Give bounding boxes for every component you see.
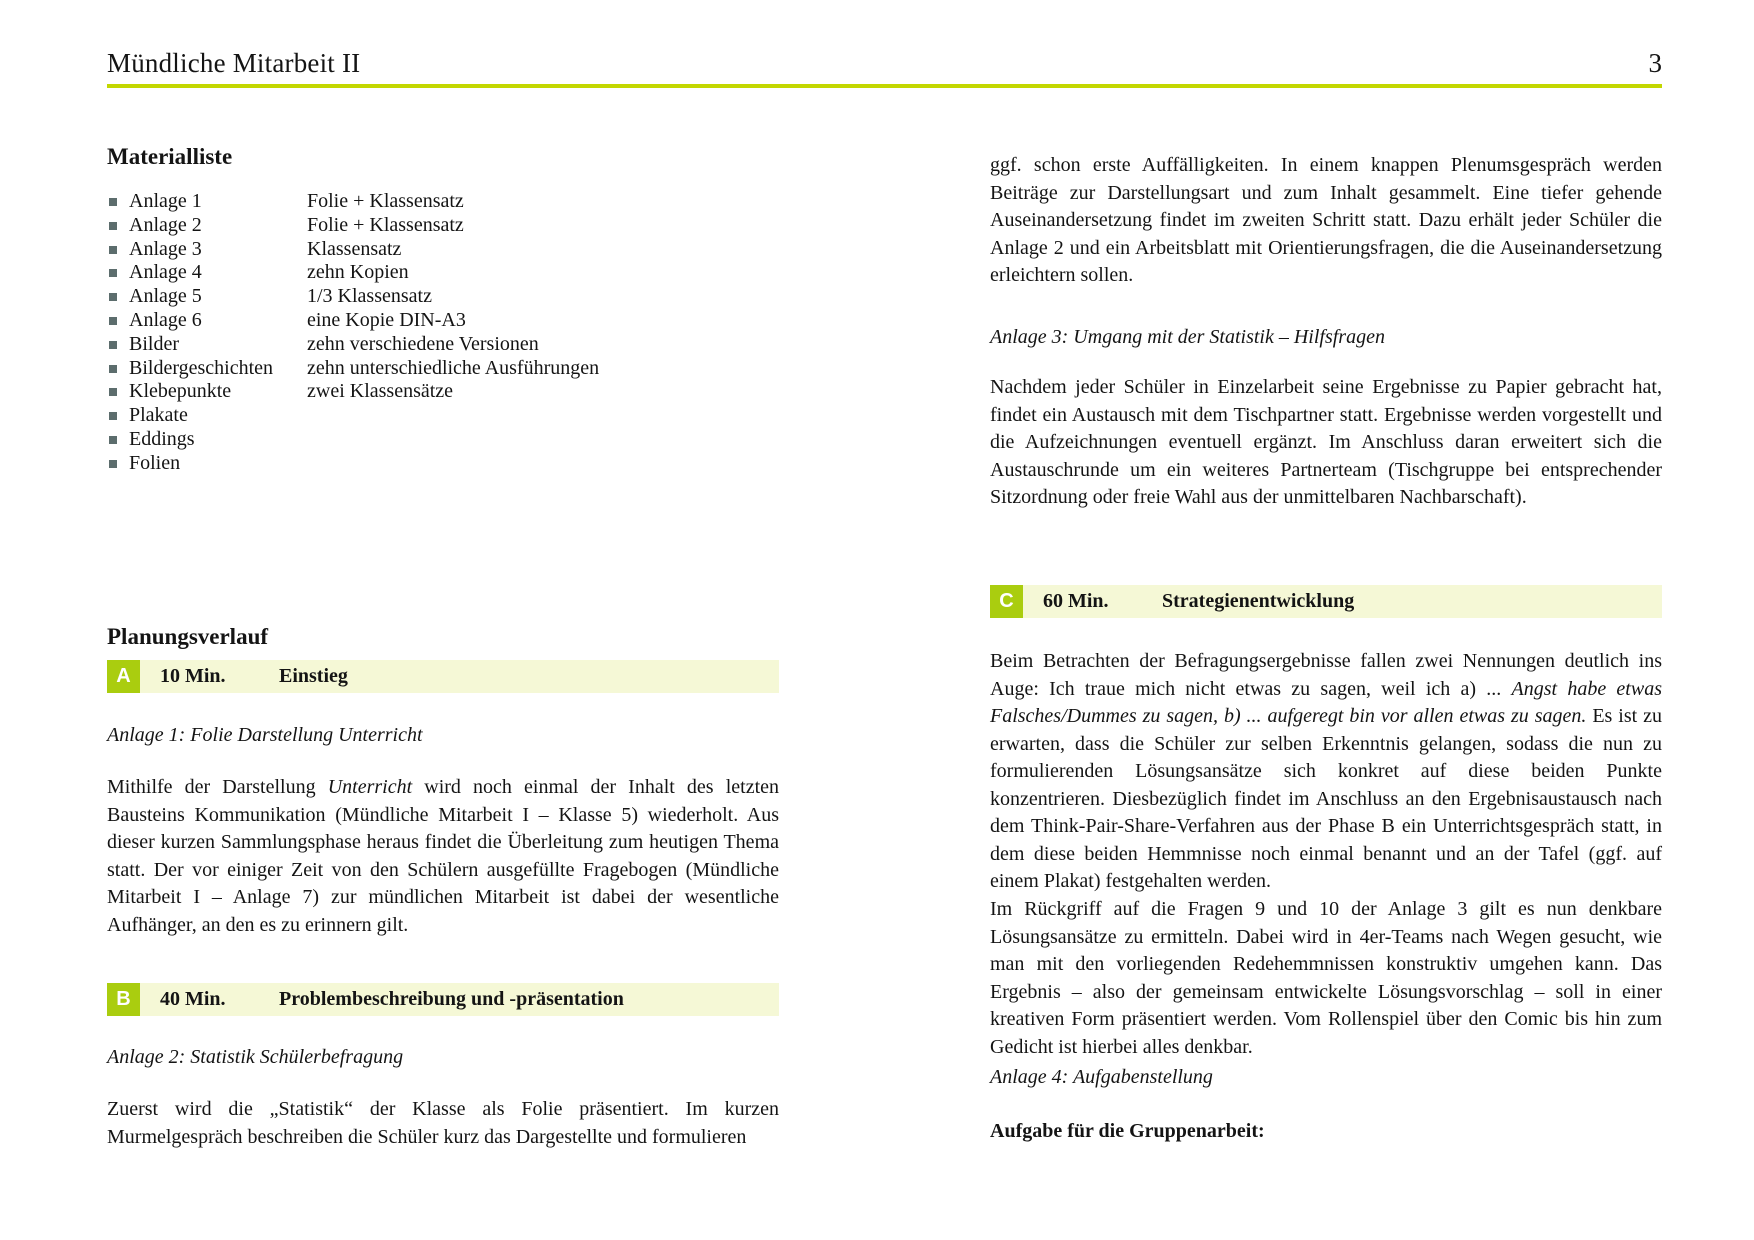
material-spec: 1/3 Klassensatz (307, 285, 432, 308)
square-bullet-icon (109, 269, 117, 277)
text-run: ggf. schon erste Auffälligkeiten. In einem knappen Plenumsgespräch werden Beiträge zur Darstellungsart und zum Inhalt gesammelt. Eine tiefer gehende Auseinandersetzung findet im zweiten Schritt statt. Dazu erhält jeder Schüler die Anlage 2 und ein Arbeitsblatt mit Orientierungsfragen, die die Auseinandersetzung erleichtern sollen. (990, 154, 1662, 286)
phase-c-bar (990, 585, 1662, 618)
material-row (107, 380, 779, 404)
phase-a-duration: 10 Min. (160, 665, 226, 687)
right-column (990, 0, 1662, 1240)
square-bullet-icon (109, 460, 117, 468)
phase-b-paragraph (107, 1096, 779, 1151)
material-spec: Folie + Klassensatz (307, 213, 464, 236)
text-run: Im Rückgriff auf die Fragen 9 und 10 der Anlage 3 gilt es nun denkbare Lösungsansätze zu ermitteln. Dabei wird in 4er-Teams nach Wegen gesucht, wie man mit den vorliegenden Redehemmnissen konstruktiv umgehen kann. Das Ergebnis – also der gemeinsam entwickelte Lösungsvorschlag – soll in einer kreativen Form präsentiert werden. Vom Rollenspiel über den Comic bis hin zum Gedicht ist hierbei alles denkbar. (990, 898, 1662, 1058)
italic-text-run: Angst habe etwas Falsches/Dummes zu sagen, b) ... aufgeregt bin vor allen etwas zu sagen. (990, 677, 1662, 727)
material-name: Eddings (129, 427, 195, 450)
phase-a-paragraph (107, 774, 779, 939)
phase-a-title: Einstieg (279, 665, 348, 687)
square-bullet-icon (109, 436, 117, 444)
phase-b-bar (107, 983, 779, 1016)
square-bullet-icon (109, 246, 117, 254)
phase-b-badge: B (107, 983, 140, 1016)
material-list (107, 190, 779, 476)
square-bullet-icon (109, 388, 117, 396)
material-name: Anlage 3 (129, 237, 202, 260)
anlage1-caption: Anlage 1: Folie Darstellung Unterricht (107, 724, 423, 746)
material-name: Anlage 1 (129, 190, 202, 212)
phase-c-paragraph-2 (990, 896, 1662, 1061)
anlage2-caption: Anlage 2: Statistik Schülerbefragung (107, 1046, 404, 1068)
material-name: Anlage 6 (129, 308, 202, 331)
phase-b-title: Problembeschreibung und -präsentation (279, 988, 624, 1010)
material-spec: zehn unterschiedliche Ausführungen (307, 356, 600, 379)
material-row (107, 309, 779, 333)
material-spec: zwei Klassensätze (307, 380, 454, 403)
anlage4-caption: Anlage 4: Aufgabenstellung (990, 1066, 1213, 1088)
material-spec: zehn verschiedene Versionen (307, 332, 539, 355)
material-row (107, 428, 779, 452)
material-row (107, 214, 779, 238)
material-row (107, 452, 779, 476)
phase-a-badge: A (107, 660, 140, 693)
square-bullet-icon (109, 222, 117, 230)
material-row (107, 333, 779, 357)
material-row (107, 190, 779, 214)
phase-a-bar (107, 660, 779, 693)
material-name: Bilder (129, 332, 179, 355)
plan-heading: Planungsverlauf (107, 624, 269, 649)
material-spec: eine Kopie DIN-A3 (307, 308, 466, 331)
exchange-paragraph (990, 374, 1662, 512)
left-column (107, 0, 779, 1240)
text-run: Beim Betrachten der Befragungsergebnisse fallen zwei Nennungen deutlich ins Auge: Ich traue mich nicht etwas zu sagen, weil ich a) ... (990, 650, 1662, 700)
material-name: Anlage 4 (129, 261, 202, 284)
text-run: Zuerst wird die „Statistik“ der Klasse als Folie präsentiert. Im kurzen Murmelgespräch beschreiben die Schüler kurz das Dargestellte und formulieren (107, 1098, 779, 1148)
material-spec: zehn Kopien (307, 261, 409, 284)
material-spec: Folie + Klassensatz (307, 190, 464, 212)
phase-c-title: Strategienentwicklung (1162, 590, 1355, 612)
continued-paragraph (990, 152, 1662, 290)
italic-text-run: Unterricht (327, 776, 413, 798)
material-row (107, 404, 779, 428)
material-row (107, 285, 779, 309)
square-bullet-icon (109, 198, 117, 206)
material-row (107, 357, 779, 381)
material-name: Anlage 5 (129, 285, 202, 308)
text-run: Mithilfe der Darstellung (107, 776, 328, 798)
material-name: Klebepunkte (129, 380, 232, 403)
phase-b-duration: 40 Min. (160, 988, 226, 1010)
square-bullet-icon (109, 341, 117, 349)
material-list-heading: Materialliste (107, 144, 233, 169)
material-name: Anlage 2 (129, 213, 202, 236)
phase-c-duration: 60 Min. (1043, 590, 1109, 612)
material-name: Folien (129, 451, 181, 474)
page-number: 3 (1648, 48, 1662, 78)
material-row (107, 261, 779, 285)
material-name: Bildergeschichten (129, 356, 274, 379)
square-bullet-icon (109, 317, 117, 325)
page-title: Mündliche Mitarbeit II (107, 48, 361, 78)
group-task-heading: Aufgabe für die Gruppenarbeit: (990, 1120, 1265, 1142)
text-run: wird noch einmal der Inhalt des letzten Bausteins Kommunikation (Mündliche Mitarbeit I – Klasse 5) wiederholt. Aus dieser kurzen Sammlungsphase heraus findet die Überleitung zum heutigen Thema statt. Der vor einiger Zeit von den Schülern ausgefüllte Fragebogen (Mündliche Mitarbeit I – Anlage 7) zur mündlichen Mitarbeit ist dabei der wesentliche Aufhänger, an den es zu erinnern gilt. (107, 776, 779, 936)
square-bullet-icon (109, 293, 117, 301)
material-name: Plakate (129, 404, 188, 427)
material-row (107, 238, 779, 262)
text-run: Nachdem jeder Schüler in Einzelarbeit seine Ergebnisse zu Papier gebracht hat, findet ein Austausch mit dem Tischpartner statt. Ergebnisse werden vorgestellt und die Aufzeichnungen eventuell ergänzt. Im Anschluss daran erweitert sich die Austauschrunde um ein weiteres Partnerteam (Tischgruppe bei entsprechender Sitzordnung oder freie Wahl aus der unmittelbaren Nachbarschaft). (990, 376, 1662, 508)
square-bullet-icon (109, 365, 117, 373)
phase-c-badge: C (990, 585, 1023, 618)
text-run: Es ist zu erwarten, dass die Schüler zur selben Erkenntnis gelangen, sodass die nun zu formulierenden Lösungsansätze sich konkret auf diese beiden Punkte konzentrieren. Diesbezüglich findet im Anschluss an den Ergebnisaustausch nach dem Think-Pair-Share-Verfahren aus der Phase B ein Unterrichtsgespräch statt, in dem diese beiden Hemmnisse noch einmal benannt und an der Tafel (ggf. auf einem Plakat) festgehalten werden. (990, 705, 1662, 892)
anlage3-caption: Anlage 3: Umgang mit der Statistik – Hilfsfragen (990, 326, 1385, 348)
phase-c-paragraph-1 (990, 648, 1662, 896)
square-bullet-icon (109, 412, 117, 420)
material-spec: Klassensatz (307, 237, 402, 260)
